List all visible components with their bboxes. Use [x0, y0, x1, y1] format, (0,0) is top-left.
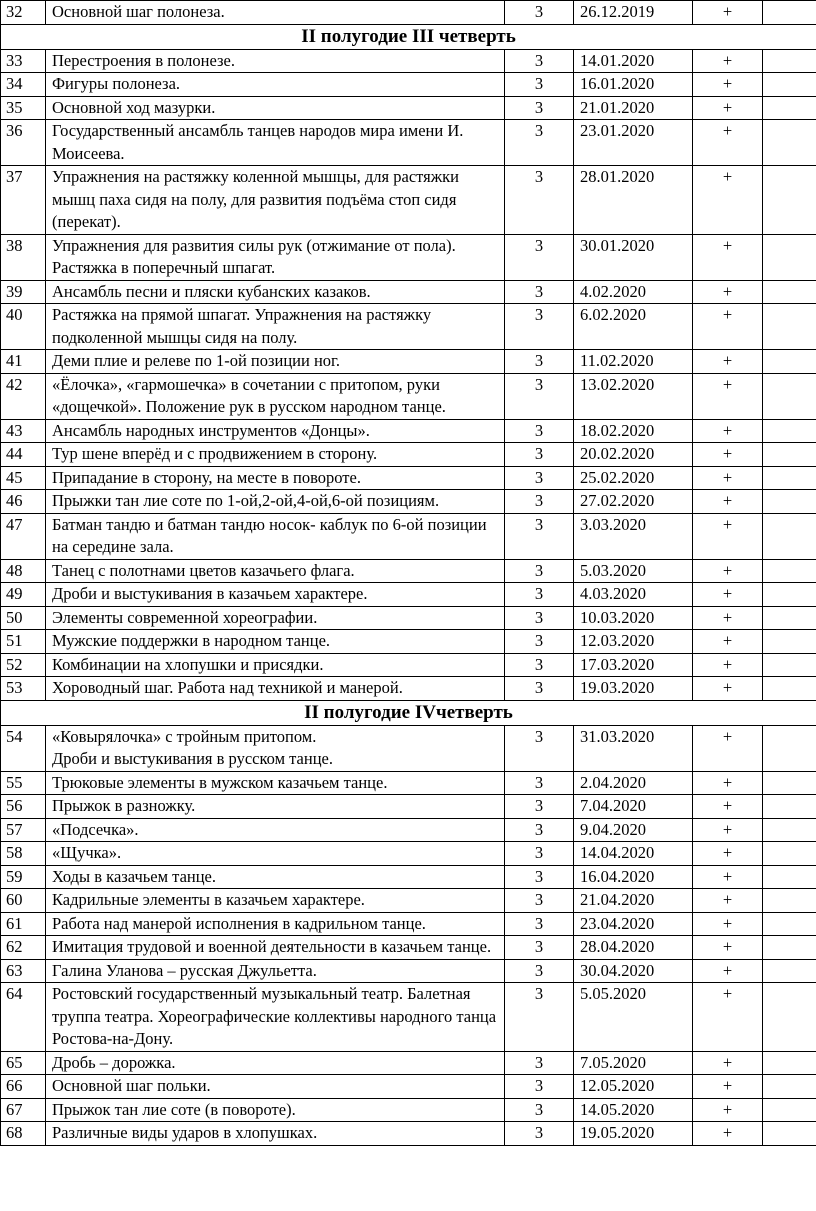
lesson-mark: + [693, 889, 763, 913]
lesson-date: 13.02.2020 [574, 373, 693, 419]
lesson-mark: + [693, 490, 763, 514]
lesson-mark: + [693, 120, 763, 166]
empty-cell [763, 795, 816, 819]
lesson-hours: 3 [505, 583, 574, 607]
table-row [1, 1051, 816, 1075]
lesson-date: 11.02.2020 [574, 350, 693, 374]
lesson-mark: + [693, 606, 763, 630]
section-heading-row [1, 700, 816, 725]
empty-cell [763, 234, 816, 280]
lesson-mark: + [693, 771, 763, 795]
table-row [1, 166, 816, 235]
lesson-hours: 3 [505, 350, 574, 374]
lesson-number: 54 [1, 725, 46, 771]
lesson-hours: 3 [505, 865, 574, 889]
lesson-hours: 3 [505, 606, 574, 630]
lesson-topic: Прыжок тан лие соте (в повороте). [46, 1098, 505, 1122]
lesson-mark: + [693, 96, 763, 120]
lesson-date: 4.03.2020 [574, 583, 693, 607]
table-row [1, 49, 816, 73]
lesson-date: 2.04.2020 [574, 771, 693, 795]
lesson-topic: Упражнения для развития силы рук (отжимание от пола). Растяжка в поперечный шпагат. [46, 234, 505, 280]
empty-cell [763, 1098, 816, 1122]
lesson-mark: + [693, 1098, 763, 1122]
lesson-number: 44 [1, 443, 46, 467]
lesson-date: 21.01.2020 [574, 96, 693, 120]
table-row [1, 1075, 816, 1099]
lesson-number: 41 [1, 350, 46, 374]
lesson-mark: + [693, 280, 763, 304]
table-row [1, 304, 816, 350]
empty-cell [763, 677, 816, 701]
table-row [1, 889, 816, 913]
lesson-number: 61 [1, 912, 46, 936]
lesson-date: 18.02.2020 [574, 419, 693, 443]
lesson-hours: 3 [505, 234, 574, 280]
lesson-hours: 3 [505, 771, 574, 795]
lesson-number: 51 [1, 630, 46, 654]
lesson-mark: + [693, 1122, 763, 1146]
table-row [1, 842, 816, 866]
lesson-topic: Перестроения в полонезе. [46, 49, 505, 73]
lesson-mark: + [693, 865, 763, 889]
empty-cell [763, 443, 816, 467]
empty-cell [763, 49, 816, 73]
empty-cell [763, 630, 816, 654]
empty-cell [763, 1075, 816, 1099]
lesson-mark: + [693, 49, 763, 73]
lesson-hours: 3 [505, 653, 574, 677]
lesson-date: 3.03.2020 [574, 513, 693, 559]
section-heading-row [1, 24, 816, 49]
lesson-date: 17.03.2020 [574, 653, 693, 677]
lesson-date: 26.12.2019 [574, 1, 693, 25]
lesson-hours: 3 [505, 1051, 574, 1075]
lesson-date: 16.01.2020 [574, 73, 693, 97]
lesson-mark: + [693, 959, 763, 983]
lesson-date: 10.03.2020 [574, 606, 693, 630]
lesson-mark: + [693, 936, 763, 960]
table-row [1, 653, 816, 677]
lesson-hours: 3 [505, 120, 574, 166]
table-row [1, 513, 816, 559]
lesson-mark: + [693, 630, 763, 654]
section-heading: II полугодие IVчетверть [1, 700, 816, 725]
lesson-hours: 3 [505, 466, 574, 490]
lesson-topic: Тур шене вперёд и с продвижением в сторону. [46, 443, 505, 467]
lesson-date: 14.04.2020 [574, 842, 693, 866]
lesson-number: 66 [1, 1075, 46, 1099]
lesson-hours: 3 [505, 1, 574, 25]
lesson-topic: Ходы в казачьем танце. [46, 865, 505, 889]
empty-cell [763, 1, 816, 25]
lesson-mark: + [693, 559, 763, 583]
lesson-hours: 3 [505, 959, 574, 983]
lesson-topic: Хороводный шаг. Работа над техникой и манерой. [46, 677, 505, 701]
table-row [1, 630, 816, 654]
table-row [1, 73, 816, 97]
lesson-number: 50 [1, 606, 46, 630]
table-row [1, 606, 816, 630]
empty-cell [763, 304, 816, 350]
lesson-date: 28.01.2020 [574, 166, 693, 235]
lesson-mark: + [693, 583, 763, 607]
lesson-number: 42 [1, 373, 46, 419]
lesson-date: 7.05.2020 [574, 1051, 693, 1075]
lesson-number: 39 [1, 280, 46, 304]
lesson-topic: Фигуры полонеза. [46, 73, 505, 97]
empty-cell [763, 842, 816, 866]
lesson-date: 6.02.2020 [574, 304, 693, 350]
table-row [1, 120, 816, 166]
lesson-mark: + [693, 1, 763, 25]
lesson-topic: Элементы современной хореографии. [46, 606, 505, 630]
empty-cell [763, 865, 816, 889]
lesson-mark: + [693, 725, 763, 771]
lesson-mark: + [693, 677, 763, 701]
lesson-hours: 3 [505, 912, 574, 936]
lesson-number: 45 [1, 466, 46, 490]
table-row [1, 677, 816, 701]
lesson-topic: Дроби и выстукивания в казачьем характере. [46, 583, 505, 607]
empty-cell [763, 280, 816, 304]
empty-cell [763, 936, 816, 960]
lesson-number: 35 [1, 96, 46, 120]
lesson-hours: 3 [505, 49, 574, 73]
lesson-date: 30.01.2020 [574, 234, 693, 280]
lesson-number: 36 [1, 120, 46, 166]
lesson-date: 16.04.2020 [574, 865, 693, 889]
table-row [1, 1122, 816, 1146]
lesson-topic: Батман тандю и батман тандю носок- каблук по 6-ой позиции на середине зала. [46, 513, 505, 559]
lesson-number: 32 [1, 1, 46, 25]
lesson-number: 59 [1, 865, 46, 889]
lesson-hours: 3 [505, 1122, 574, 1146]
lesson-topic: Основной шаг польки. [46, 1075, 505, 1099]
lesson-number: 63 [1, 959, 46, 983]
lesson-mark: + [693, 1075, 763, 1099]
lesson-mark: + [693, 304, 763, 350]
empty-cell [763, 120, 816, 166]
lesson-number: 40 [1, 304, 46, 350]
table-row [1, 936, 816, 960]
lesson-number: 33 [1, 49, 46, 73]
table-row [1, 771, 816, 795]
lesson-hours: 3 [505, 1098, 574, 1122]
lesson-mark: + [693, 443, 763, 467]
lesson-number: 62 [1, 936, 46, 960]
lesson-mark: + [693, 983, 763, 1052]
lesson-topic: Ансамбль народных инструментов «Донцы». [46, 419, 505, 443]
lesson-date: 7.04.2020 [574, 795, 693, 819]
table-row [1, 1098, 816, 1122]
lesson-mark: + [693, 818, 763, 842]
lesson-topic: Кадрильные элементы в казачьем характере. [46, 889, 505, 913]
lesson-hours: 3 [505, 304, 574, 350]
table-row [1, 983, 816, 1052]
lesson-topic: Дробь – дорожка. [46, 1051, 505, 1075]
lesson-date: 30.04.2020 [574, 959, 693, 983]
lesson-topic: Мужские поддержки в народном танце. [46, 630, 505, 654]
lesson-date: 19.05.2020 [574, 1122, 693, 1146]
lesson-number: 34 [1, 73, 46, 97]
lesson-topic: «Щучка». [46, 842, 505, 866]
lesson-hours: 3 [505, 677, 574, 701]
empty-cell [763, 653, 816, 677]
empty-cell [763, 490, 816, 514]
lesson-hours: 3 [505, 280, 574, 304]
lesson-date: 28.04.2020 [574, 936, 693, 960]
lesson-date: 12.03.2020 [574, 630, 693, 654]
lesson-topic: Ростовский государственный музыкальный театр. Балетная труппа театра. Хореографические коллективы народного танца Ростова-на-Дону. [46, 983, 505, 1052]
lesson-hours: 3 [505, 725, 574, 771]
empty-cell [763, 559, 816, 583]
empty-cell [763, 889, 816, 913]
lesson-number: 65 [1, 1051, 46, 1075]
lesson-topic: Растяжка на прямой шпагат. Упражнения на растяжку подколенной мышцы сидя на полу. [46, 304, 505, 350]
empty-cell [763, 513, 816, 559]
lesson-hours: 3 [505, 936, 574, 960]
lesson-mark: + [693, 373, 763, 419]
lesson-mark: + [693, 166, 763, 235]
lesson-topic: Галина Уланова – русская Джульетта. [46, 959, 505, 983]
lesson-mark: + [693, 419, 763, 443]
lesson-mark: + [693, 842, 763, 866]
lesson-date: 31.03.2020 [574, 725, 693, 771]
lesson-number: 58 [1, 842, 46, 866]
table-row [1, 280, 816, 304]
lesson-number: 64 [1, 983, 46, 1052]
lesson-date: 14.01.2020 [574, 49, 693, 73]
lesson-date: 25.02.2020 [574, 466, 693, 490]
lesson-hours: 3 [505, 96, 574, 120]
empty-cell [763, 771, 816, 795]
table-row [1, 865, 816, 889]
lesson-topic: Различные виды ударов в хлопушках. [46, 1122, 505, 1146]
lesson-number: 55 [1, 771, 46, 795]
lesson-topic: Трюковые элементы в мужском казачьем танце. [46, 771, 505, 795]
empty-cell [763, 818, 816, 842]
empty-cell [763, 166, 816, 235]
lesson-number: 52 [1, 653, 46, 677]
lesson-topic: «Подсечка». [46, 818, 505, 842]
lesson-hours: 3 [505, 559, 574, 583]
lesson-hours: 3 [505, 1075, 574, 1099]
lesson-date: 12.05.2020 [574, 1075, 693, 1099]
lesson-date: 5.03.2020 [574, 559, 693, 583]
lesson-mark: + [693, 73, 763, 97]
empty-cell [763, 912, 816, 936]
lesson-hours: 3 [505, 818, 574, 842]
lesson-topic: Комбинации на хлопушки и присядки. [46, 653, 505, 677]
empty-cell [763, 73, 816, 97]
lesson-topic: Прыжки тан лие соте по 1-ой,2-ой,4-ой,6-ой позициям. [46, 490, 505, 514]
lesson-hours: 3 [505, 419, 574, 443]
lesson-hours: 3 [505, 166, 574, 235]
lesson-topic: Припадание в сторону, на месте в повороте. [46, 466, 505, 490]
empty-cell [763, 373, 816, 419]
lesson-number: 68 [1, 1122, 46, 1146]
empty-cell [763, 1122, 816, 1146]
lesson-number: 38 [1, 234, 46, 280]
lesson-topic: «Ковырялочка» с тройным притопом. Дроби и выстукивания в русском танце. [46, 725, 505, 771]
lesson-number: 43 [1, 419, 46, 443]
lesson-hours: 3 [505, 630, 574, 654]
lesson-mark: + [693, 1051, 763, 1075]
lesson-number: 37 [1, 166, 46, 235]
lesson-hours: 3 [505, 795, 574, 819]
table-row [1, 725, 816, 771]
empty-cell [763, 419, 816, 443]
lesson-topic: Прыжок в разножку. [46, 795, 505, 819]
lesson-date: 5.05.2020 [574, 983, 693, 1052]
lesson-topic: Имитация трудовой и военной деятельности в казачьем танце. [46, 936, 505, 960]
lesson-number: 46 [1, 490, 46, 514]
lesson-number: 49 [1, 583, 46, 607]
lesson-topic: Основной шаг полонеза. [46, 1, 505, 25]
lesson-mark: + [693, 653, 763, 677]
lesson-date: 9.04.2020 [574, 818, 693, 842]
table-row [1, 1, 816, 25]
table-row [1, 795, 816, 819]
table-row [1, 959, 816, 983]
table-row [1, 419, 816, 443]
table-row [1, 818, 816, 842]
lesson-topic: Основной ход мазурки. [46, 96, 505, 120]
empty-cell [763, 350, 816, 374]
lesson-mark: + [693, 350, 763, 374]
lesson-date: 23.01.2020 [574, 120, 693, 166]
lesson-date: 23.04.2020 [574, 912, 693, 936]
lesson-hours: 3 [505, 983, 574, 1052]
lesson-date: 21.04.2020 [574, 889, 693, 913]
lesson-mark: + [693, 234, 763, 280]
lesson-hours: 3 [505, 73, 574, 97]
lesson-hours: 3 [505, 889, 574, 913]
lesson-date: 19.03.2020 [574, 677, 693, 701]
lesson-mark: + [693, 513, 763, 559]
table-row [1, 443, 816, 467]
lesson-topic: Государственный ансамбль танцев народов мира имени И. Моисеева. [46, 120, 505, 166]
lesson-date: 20.02.2020 [574, 443, 693, 467]
lesson-topic: Танец с полотнами цветов казачьего флага. [46, 559, 505, 583]
empty-cell [763, 583, 816, 607]
section-heading: II полугодие III четверть [1, 24, 816, 49]
lesson-number: 67 [1, 1098, 46, 1122]
empty-cell [763, 725, 816, 771]
table-row [1, 583, 816, 607]
lesson-topic: Работа над манерой исполнения в кадрильном танце. [46, 912, 505, 936]
lesson-topic: «Ёлочка», «гармошечка» в сочетании с притопом, руки «дощечкой». Положение рук в русском народном танце. [46, 373, 505, 419]
lesson-hours: 3 [505, 513, 574, 559]
lesson-hours: 3 [505, 490, 574, 514]
lesson-mark: + [693, 912, 763, 936]
empty-cell [763, 606, 816, 630]
lesson-mark: + [693, 466, 763, 490]
lesson-number: 56 [1, 795, 46, 819]
empty-cell [763, 983, 816, 1052]
lesson-number: 47 [1, 513, 46, 559]
lesson-topic: Ансамбль песни и пляски кубанских казаков. [46, 280, 505, 304]
empty-cell [763, 466, 816, 490]
lesson-topic: Упражнения на растяжку коленной мышцы, для растяжки мышц паха сидя на полу, для развития подъёма стоп сидя (перекат). [46, 166, 505, 235]
lesson-date: 14.05.2020 [574, 1098, 693, 1122]
lesson-number: 53 [1, 677, 46, 701]
table-row [1, 96, 816, 120]
lesson-hours: 3 [505, 443, 574, 467]
table-row [1, 234, 816, 280]
lesson-hours: 3 [505, 842, 574, 866]
lesson-date: 4.02.2020 [574, 280, 693, 304]
table-row [1, 912, 816, 936]
empty-cell [763, 959, 816, 983]
table-row [1, 490, 816, 514]
table-row [1, 350, 816, 374]
lesson-plan-table-body [1, 1, 816, 1146]
table-row [1, 559, 816, 583]
lesson-topic: Деми плие и релеве по 1-ой позиции ног. [46, 350, 505, 374]
lesson-number: 48 [1, 559, 46, 583]
lesson-mark: + [693, 795, 763, 819]
table-row [1, 466, 816, 490]
lesson-number: 57 [1, 818, 46, 842]
lesson-number: 60 [1, 889, 46, 913]
empty-cell [763, 96, 816, 120]
lesson-hours: 3 [505, 373, 574, 419]
empty-cell [763, 1051, 816, 1075]
table-row [1, 373, 816, 419]
lesson-date: 27.02.2020 [574, 490, 693, 514]
